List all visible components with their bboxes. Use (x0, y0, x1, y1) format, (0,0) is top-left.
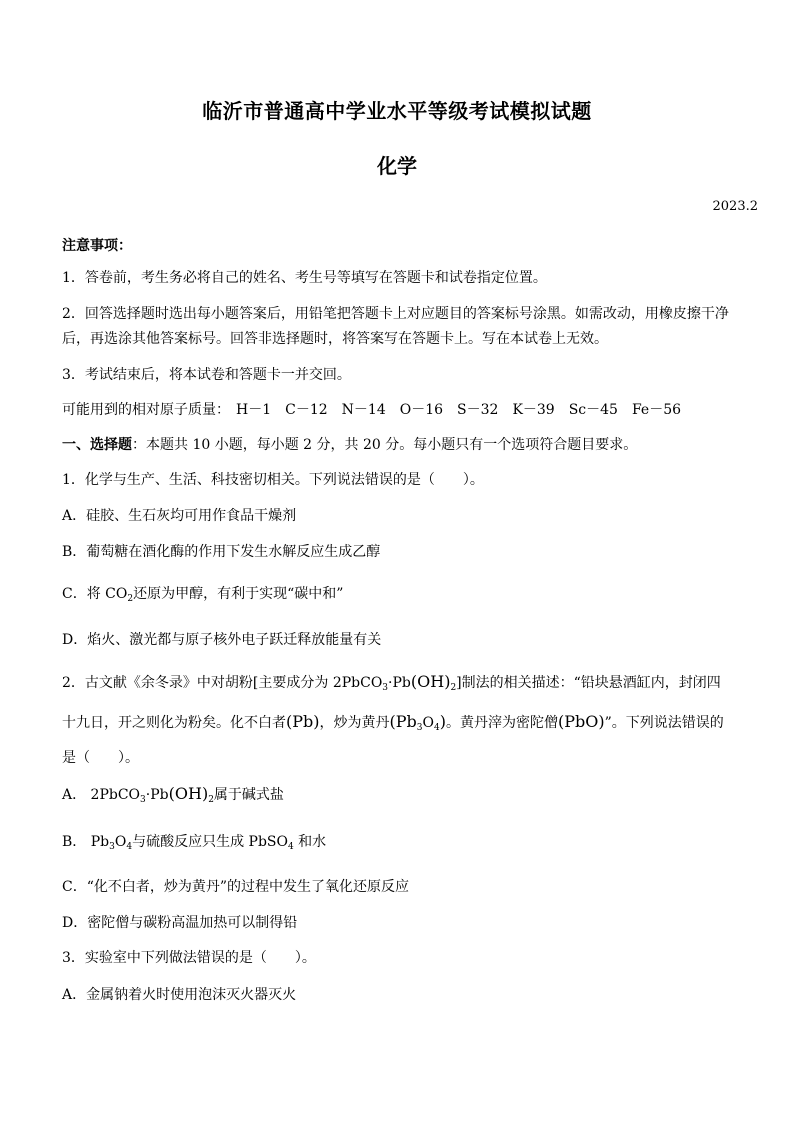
q2-b-c: 与硫酸反应只生成 PbSO (132, 834, 288, 850)
exam-date: 2023.2 (712, 199, 758, 214)
q2-b-a: B． Pb (62, 834, 110, 850)
atomic-mass-h: H－1 (236, 402, 272, 418)
q2-a-sub2: 2 (208, 795, 214, 805)
q2-b-d: 和水 (293, 834, 327, 850)
q2-l2-a: 十九日，开之则化为粉矣。化不白者 (62, 715, 286, 731)
q1-stem: 1．化学与生产、生活、科技密切相关。下列说法错误的是（ ）。 (62, 472, 484, 488)
atomic-mass-label: 可能用到的相对原子质量： (62, 402, 230, 418)
q2-l2-i: ”。下列说法错误的 (604, 715, 724, 731)
section-1-heading: 一、选择题 (62, 437, 132, 453)
q3-option-a: A．金属钠着火时使用泡沫灭火器灭火 (62, 987, 297, 1003)
q2-l2-sub1: 3 (416, 723, 423, 733)
q2-b-sub3: 4 (287, 842, 294, 852)
q2-l2-g: 。黄丹滓为密陀僧 (445, 715, 558, 731)
q2-stem-line-2 (62, 712, 724, 732)
q1-option-b: B．葡萄糖在酒化酶的作用下发生水解反应生成乙醇 (62, 544, 381, 560)
exam-title: 临沂市普通高中学业水平等级考试模拟试题 (202, 99, 592, 123)
q2-b-b: O (114, 834, 127, 850)
q1-option-d: D．焰火、激光都与原子核外电子跃迁释放能量有关 (62, 632, 382, 648)
q1-c-text-1: C．将 CO (62, 586, 128, 602)
notice-heading: 注意事项： (62, 238, 132, 254)
q2-stem-line-3: 是（ ）。 (62, 750, 139, 766)
q2-option-b (62, 831, 326, 851)
atomic-mass-n: N－14 (341, 402, 386, 418)
q2-l1-sub1: 3 (382, 683, 389, 693)
atomic-mass-sc: Sc－45 (568, 402, 618, 418)
notice-item-2: 2．回答选择题时选出每小题答案后，用铅笔把答题卡上对应题目的答案标号涂黑。如需改动，用橡皮擦干净 (62, 306, 729, 322)
notice-item-3: 3．考试结束后，将本试卷和答题卡一并交回。 (62, 367, 351, 383)
atomic-mass-s: S－32 (457, 402, 499, 418)
q2-l1-a: 2．古文献《余冬录》中对胡粉[主要成分为 2PbCO (62, 675, 383, 691)
q2-a-c: (OH) (168, 784, 209, 803)
atomic-mass-k: K－39 (512, 402, 555, 418)
q2-b-sub2: 4 (126, 842, 133, 852)
q2-l1-sub2: 2 (450, 683, 457, 693)
q2-l2-b: (Pb) (286, 712, 320, 731)
section-1-desc: ：本题共 10 小题，每小题 2 分，共 20 分。每小题只有一个选项符合题目要求。 (132, 437, 638, 453)
q2-l1-d: ]制法的相关描述：“铅块悬酒缸内，封闭四 (456, 675, 721, 691)
atomic-mass-o: O－16 (399, 402, 444, 418)
q2-a-d: 属于碱式盐 (213, 787, 284, 803)
q2-a-b: ·Pb (145, 787, 169, 803)
q1-option-a: A．硅胶、生石灰均可用作食品干燥剂 (62, 508, 297, 524)
q2-l2-e: O (422, 715, 434, 731)
q2-l2-h: (PbO) (557, 712, 605, 731)
atomic-mass-fe: Fe－56 (631, 402, 682, 418)
q2-stem-line-1 (62, 672, 721, 692)
q2-l2-f: ) (439, 712, 446, 731)
subject-title: 化学 (377, 154, 417, 178)
q2-l1-c: (OH) (410, 672, 451, 691)
q2-option-a (62, 784, 284, 804)
q2-b-sub1: 3 (109, 842, 115, 852)
q3-stem: 3．实验室中下列做法错误的是（ ）。 (62, 950, 316, 966)
q2-l2-c: ，炒为黄丹 (319, 715, 390, 731)
q2-l2-sub2: 4 (433, 723, 440, 733)
notice-item-1: 1．答卷前，考生务必将自己的姓名、考生号等填写在答题卡和试卷指定位置。 (62, 270, 547, 286)
q2-option-d: D．密陀僧与碳粉高温加热可以制得铅 (62, 915, 298, 931)
atomic-mass-c: C－12 (285, 402, 328, 418)
section-1-header (62, 434, 637, 454)
q2-l1-b: ·Pb (388, 675, 411, 691)
q1-option-c (62, 583, 343, 603)
notice-item-2-cont: 后，再选涂其他答案标号。回答非选择题时，将答案写在答题卡上。写在本试卷上无效。 (62, 331, 608, 347)
q1-c-text-2: 还原为甲醇，有利于实现“碳中和” (133, 586, 344, 602)
q1-c-sub: 2 (127, 594, 134, 604)
q2-a-sub1: 3 (140, 795, 146, 805)
q2-option-c: C．“化不白者，炒为黄丹”的过程中发生了氧化还原反应 (62, 879, 410, 895)
q2-l2-d: (Pb (389, 712, 417, 731)
q2-a-a: A． 2PbCO (62, 787, 141, 803)
atomic-mass-line (62, 399, 695, 419)
